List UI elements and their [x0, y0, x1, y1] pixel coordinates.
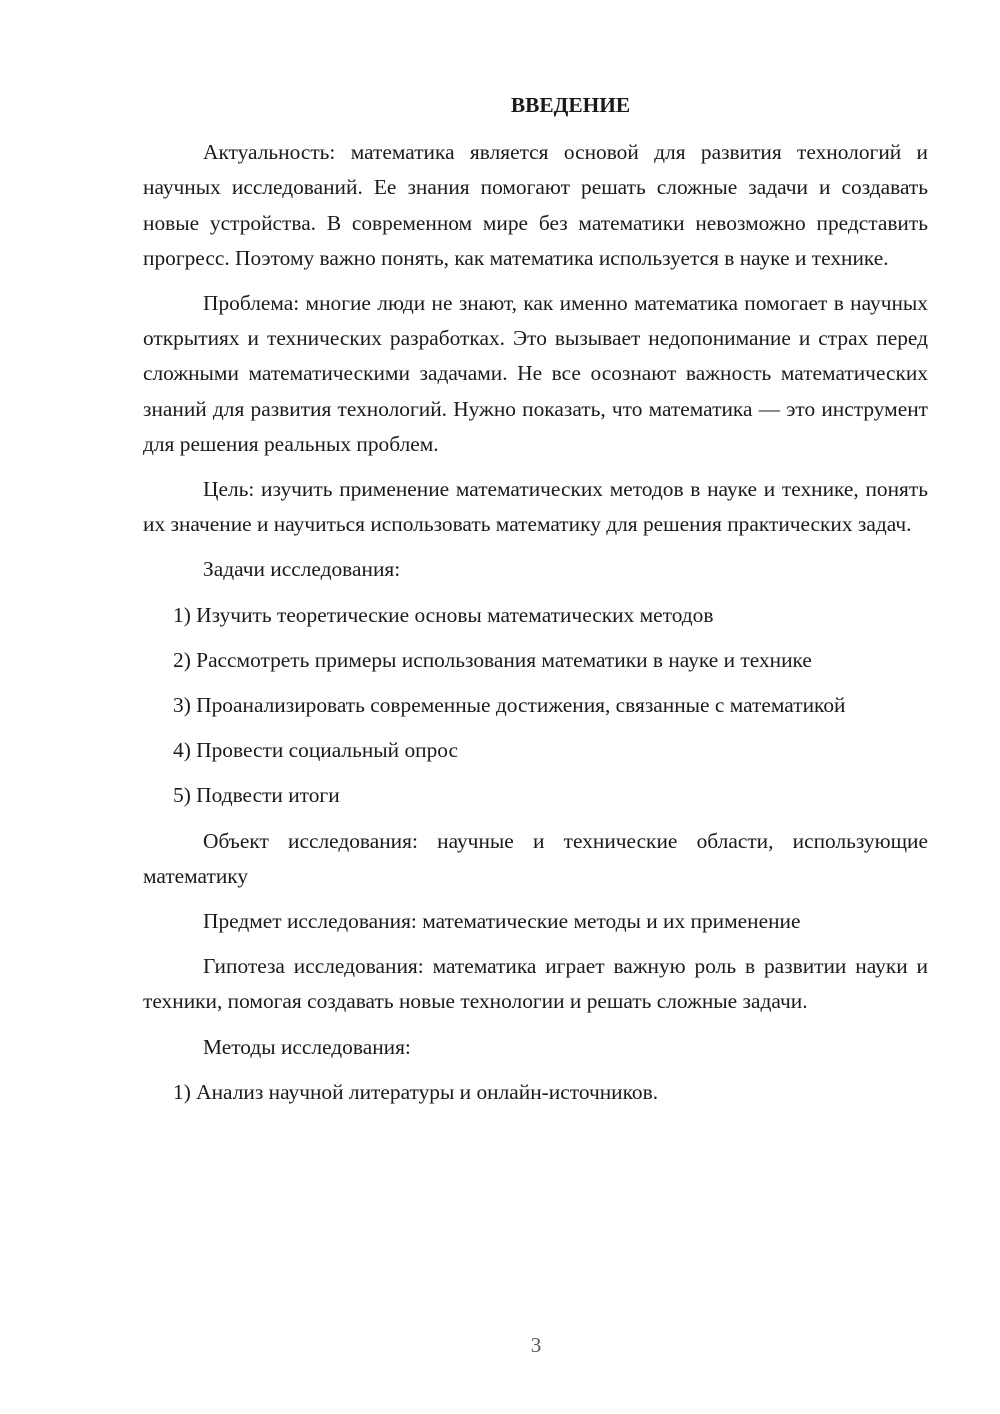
- page-number: 3: [530, 1333, 542, 1357]
- task-list-item: 4) Провести социальный опрос: [173, 738, 459, 763]
- paragraph-methods-title: Методы исследования:: [203, 1034, 411, 1059]
- paragraph-hypothesis: Гипотеза исследования: математика играет важную роль в развитии науки и техники, помогая создавать новые технологии и решать сложные задачи.: [143, 954, 928, 1014]
- method-list-item: 1) Анализ научной литературы и онлайн-источников.: [173, 1079, 659, 1104]
- paragraph-problem: Проблема: многие люди не знают, как именно математика помогает в научных открытиях и технических разработках. Это вызывает недопонимание и страх перед сложными математическими задачами. Не все осознают важность математических знаний для развития технологий. Нужно показать, что математика — это инструмент для решения реальных проблем.: [143, 291, 928, 456]
- paragraph-object: Объект исследования: научные и технические области, использующие математику: [143, 828, 928, 888]
- section-heading: ВВЕДЕНИЕ: [510, 93, 631, 117]
- task-list-item: 2) Рассмотреть примеры использования математики в науке и технике: [173, 647, 812, 672]
- document-page: [143, 88, 928, 1120]
- paragraph-goal: Цель: изучить применение математических методов в науке и технике, понять их значение и научиться использовать математику для решения практических задач.: [143, 477, 928, 537]
- task-list-item: 1) Изучить теоретические основы математических методов: [173, 602, 714, 627]
- paragraph-relevance: Актуальность: математика является основой для развития технологий и научных исследований. Ее знания помогают решать сложные задачи и создавать новые устройства. В современном мире без математики невозможно представить прогресс. Поэтому важно понять, как математика используется в науке и технике.: [143, 140, 928, 270]
- paragraph-tasks-title: Задачи исследования:: [203, 557, 401, 582]
- task-list-item: 3) Проанализировать современные достижения, связанные с математикой: [173, 693, 846, 718]
- task-list-item: 5) Подвести итоги: [173, 783, 340, 808]
- paragraph-subject: Предмет исследования: математические методы и их применение: [203, 909, 801, 934]
